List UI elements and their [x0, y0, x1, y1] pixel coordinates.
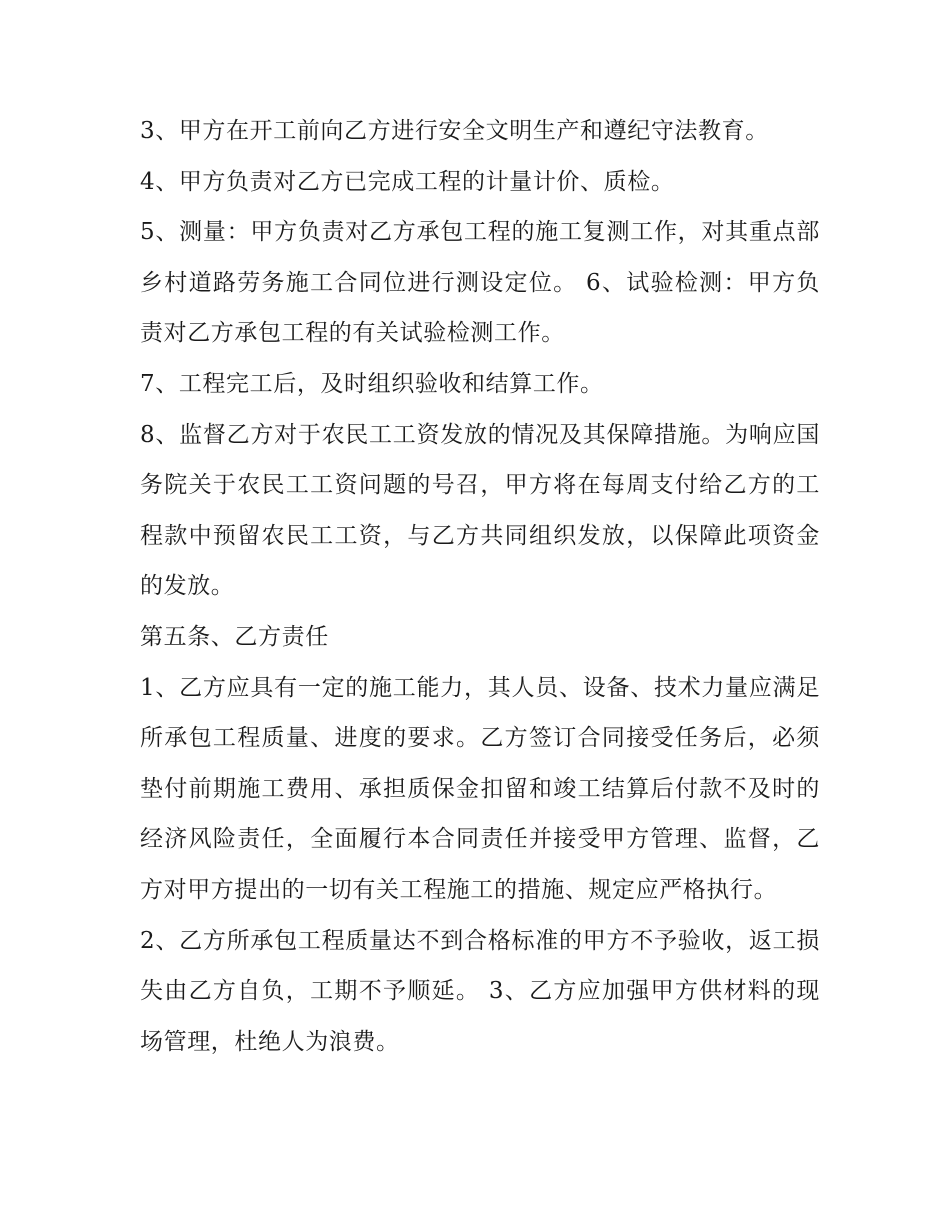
paragraph-item-8: 8、监督乙方对于农民工工资发放的情况及其保障措施。为响应国务院关于农民工工资问题的号召，甲方将在每周支付给乙方的工程款中预留农民工工资，与乙方共同组织发放，以保障此项资金的发放。 — [140, 421, 820, 600]
paragraph-item-2-3: 2、乙方所承包工程质量达不到合格标准的甲方不予验收，返工损失由乙方自负，工期不予顺延。 3、乙方应加强甲方供材料的现场管理，杜绝人为浪费。 — [140, 927, 820, 1055]
section-heading-article-5: 第五条、乙方责任 — [140, 623, 329, 650]
document-body — [140, 106, 820, 1067]
paragraph-item-5-6: 5、测量：甲方负责对乙方承包工程的施工复测工作，对其重点部乡村道路劳务施工合同位进行测设定位。 6、试验检测：甲方负责对乙方承包工程的有关试验检测工作。 — [140, 219, 820, 347]
paragraph-item-3: 3、甲方在开工前向乙方进行安全文明生产和遵纪守法教育。 — [140, 118, 769, 144]
paragraph-item-7: 7、工程完工后，及时组织验收和结算工作。 — [140, 370, 604, 397]
paragraph-item-4: 4、甲方负责对乙方已完成工程的计量计价、质检。 — [140, 168, 675, 195]
paragraph-item-1: 1、乙方应具有一定的施工能力，其人员、设备、技术力量应满足所承包工程质量、进度的要求。乙方签订合同接受任务后，必须垫付前期施工费用、承担质保金扣留和竣工结算后付款不及时的经济风险责任，全面履行本合同责任并接受甲方管理、监督，乙方对甲方提出的一切有关工程施工的措施、规定应严格执行。 — [140, 674, 820, 903]
